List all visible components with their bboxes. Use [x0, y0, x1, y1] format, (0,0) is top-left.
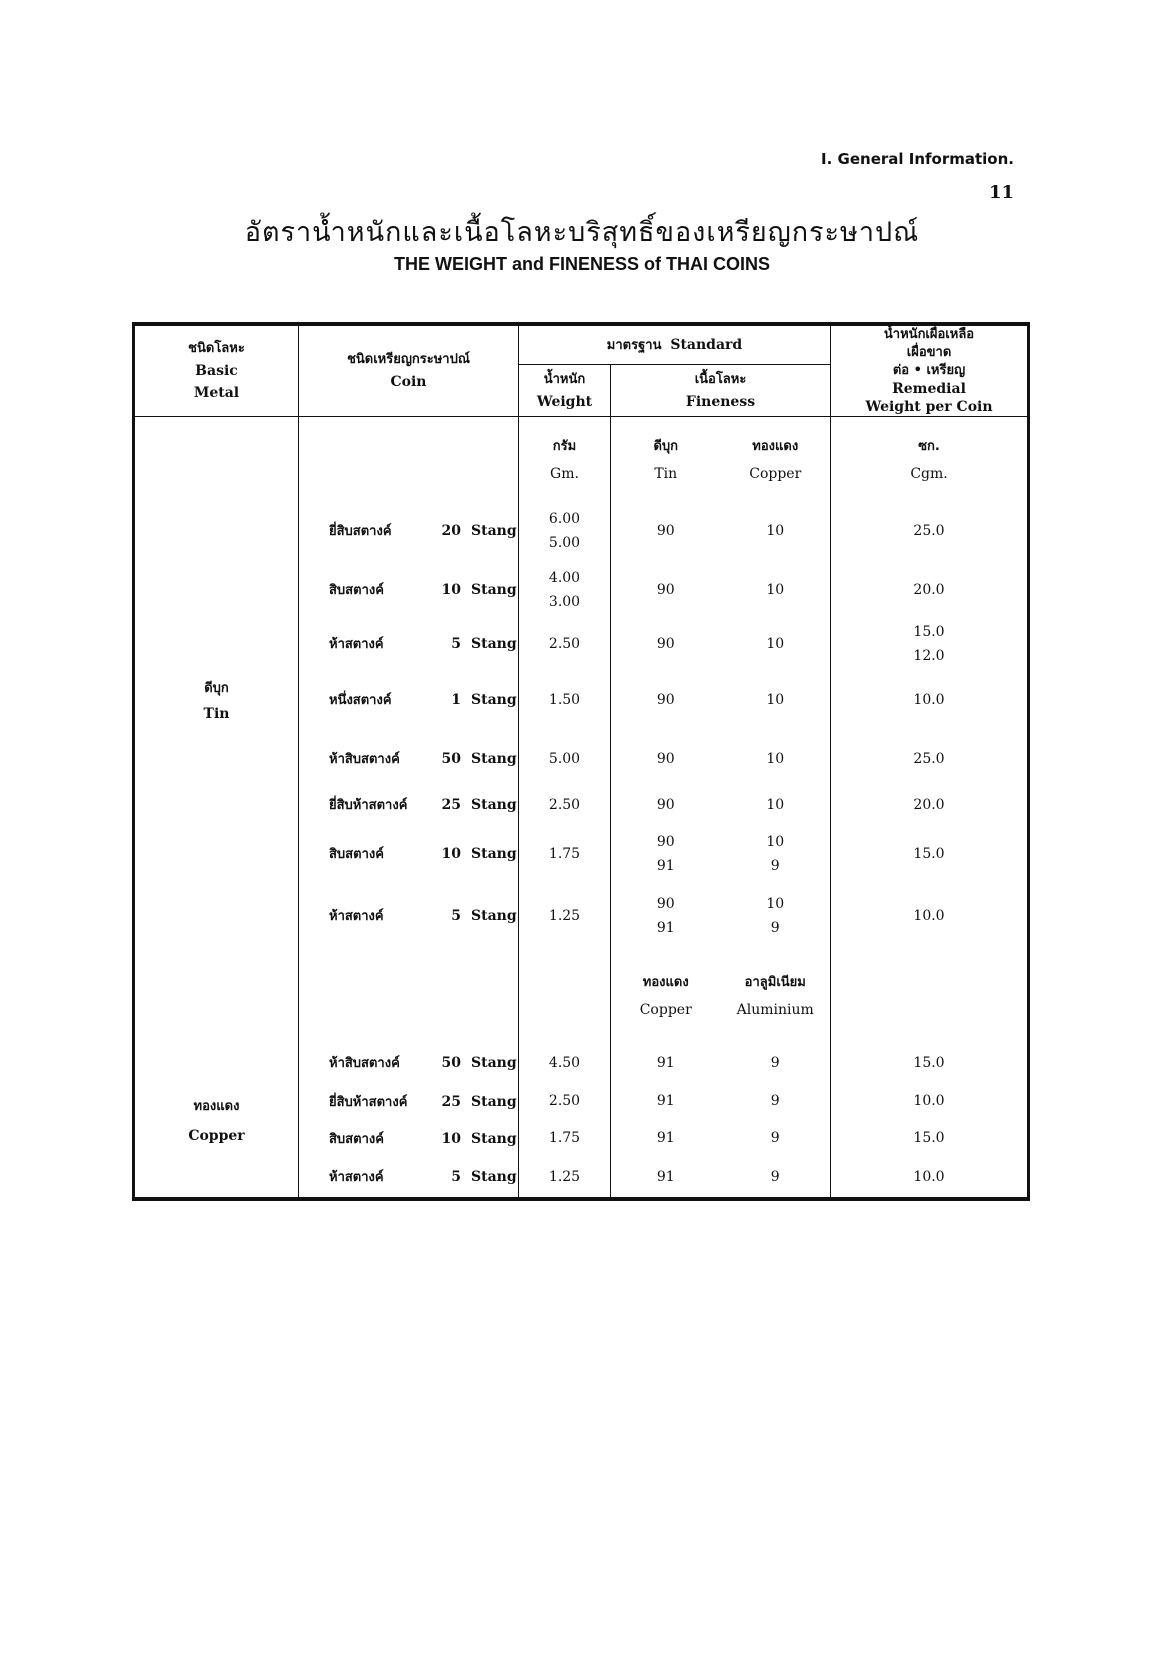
coin-cell [299, 501, 519, 561]
weight-cell [519, 787, 611, 823]
aluminium-cell: 9 [721, 1157, 831, 1199]
coin-cell [299, 885, 519, 947]
copper-cell [721, 731, 831, 787]
weight-cell: 1.75 [519, 1120, 611, 1157]
unit-thai: ซก. [918, 439, 940, 455]
tin-cell [611, 885, 721, 947]
header-metal: ชนิดโลหะ Basic Metal [134, 324, 299, 417]
coin-thai-name: ห้าสตางค์ [329, 1170, 384, 1185]
value-line: 9 [770, 857, 780, 874]
unit-english: Gm. [550, 466, 579, 482]
metal-cell [134, 501, 299, 561]
coin-cell [299, 669, 519, 731]
metal-cell [134, 417, 299, 501]
unit-aluminium [721, 947, 831, 1043]
table-row [134, 501, 1029, 561]
coin-denomination: 5 [451, 1169, 461, 1185]
value-line: 90 [656, 750, 675, 767]
value-line: 2.50 [548, 796, 581, 813]
unit-gram [519, 417, 611, 501]
unit-tin [611, 417, 721, 501]
value-line: 90 [656, 581, 675, 598]
coin-cell [299, 417, 519, 501]
tin-cell [611, 823, 721, 885]
metal-cell [134, 1043, 299, 1199]
unit-english: Aluminium [736, 1002, 814, 1018]
unit-cgm [831, 417, 1029, 501]
remedial-cell [831, 885, 1029, 947]
metal-thai: ทองแดง [193, 1099, 240, 1114]
coin-unit: Stang [471, 1055, 517, 1071]
value-line: 91 [656, 857, 675, 874]
value-line: 5.00 [548, 534, 581, 551]
metal-cell [134, 561, 299, 619]
table-row [134, 823, 1029, 885]
value-line: 10.0 [913, 691, 945, 708]
coin-cell [299, 1120, 519, 1157]
coin-thai-name: ยี่สิบสตางค์ [329, 524, 392, 539]
coin-thai-name: สิบสตางค์ [329, 847, 384, 862]
weight-cell [519, 731, 611, 787]
value-line: 15.0 [913, 845, 945, 862]
remedial-cell: 15.0 [831, 1120, 1029, 1157]
coin-denomination: 5 [451, 636, 461, 652]
table-header [134, 324, 1029, 417]
unit-thai: กรัม [552, 439, 577, 454]
unit-english: Tin [654, 466, 678, 482]
value-line: 25.0 [913, 750, 945, 767]
weight-cell: 1.25 [519, 1157, 611, 1199]
coin-thai-name: ยี่สิบห้าสตางค์ [329, 1094, 408, 1110]
coin-denomination: 5 [451, 908, 461, 924]
weight-cell [519, 619, 611, 669]
unit-thai: ดีบุก [653, 439, 679, 454]
value-line: 90 [656, 796, 675, 813]
copper-cell [721, 823, 831, 885]
value-line: 90 [656, 833, 675, 850]
remedial-cell: 10.0 [831, 1157, 1029, 1199]
coin-denomination: 50 [441, 1055, 461, 1071]
coin-unit: Stang [471, 582, 517, 598]
metal-cell [134, 823, 299, 885]
coin-cell [299, 731, 519, 787]
copper-cell [721, 561, 831, 619]
coin-thai-name: ยี่สิบห้าสตางค์ [329, 798, 408, 813]
value-line: 15.0 [913, 623, 945, 640]
value-line: 90 [656, 691, 675, 708]
coin-unit: Stang [471, 846, 517, 862]
value-line: 5.00 [548, 750, 581, 767]
title-thai: อัตราน้ำหนักและเนื้อโลหะบริสุทธิ์ของเหรียญกระษาปณ์ [244, 217, 920, 248]
metal-cell [134, 731, 299, 787]
value-line: 12.0 [913, 647, 945, 664]
copper-cell: 91 [656, 1130, 675, 1146]
value-line: 3.00 [548, 593, 581, 610]
weight-cell [519, 561, 611, 619]
coin-unit: Stang [471, 751, 517, 767]
remedial-cell [831, 501, 1029, 561]
coin-cell [299, 787, 519, 823]
tin-cell [611, 787, 721, 823]
value-line: 10 [766, 796, 785, 813]
tin-cell [611, 501, 721, 561]
value-line: 10 [766, 522, 785, 539]
copper-cell [721, 885, 831, 947]
tin-cell [611, 669, 721, 731]
remedial-cell [831, 619, 1029, 669]
value-line: 25.0 [913, 522, 945, 539]
coin-unit: Stang [471, 908, 517, 924]
coin-cell [299, 1043, 519, 1083]
copper-cell [721, 619, 831, 669]
value-line: 10 [766, 895, 785, 912]
value-line: 1.25 [548, 907, 581, 924]
coin-unit: Stang [471, 1093, 517, 1110]
weight-cell [519, 501, 611, 561]
copper-cell: 91 [656, 1093, 675, 1109]
coin-cell [299, 1157, 519, 1199]
value-line: 1.75 [548, 845, 581, 862]
coin-unit: Stang [471, 523, 517, 539]
table-row [134, 561, 1029, 619]
unit-english: Cgm. [910, 466, 948, 483]
coin-unit: Stang [471, 1130, 517, 1147]
remedial-cell [831, 787, 1029, 823]
value-line: 1.50 [548, 691, 581, 708]
unit-english: Copper [749, 466, 802, 482]
coin-thai-name: ห้าสตางค์ [329, 637, 384, 652]
unit-english: Copper [639, 1002, 692, 1018]
table-row [134, 885, 1029, 947]
coin-unit: Stang [471, 1169, 517, 1185]
coin-thai-name: ห้าสิบสตางค์ [329, 752, 400, 767]
copper-section [134, 947, 1029, 1199]
header-standard: มาตรฐาน Standard [519, 324, 831, 365]
tin-cell [611, 561, 721, 619]
unit-copper [611, 947, 721, 1043]
coin-denomination: 10 [441, 582, 461, 598]
metal-cell [134, 947, 299, 1043]
header-coin: ชนิดเหรียญกระษาปณ์ Coin [299, 324, 519, 417]
weight-cell: 2.50 [519, 1083, 611, 1120]
remedial-cell [831, 561, 1029, 619]
weight-cell [519, 669, 611, 731]
value-line: 10 [766, 691, 785, 708]
value-line: 10 [766, 581, 785, 598]
coin-cell [299, 561, 519, 619]
value-line: 2.50 [548, 635, 581, 652]
unit-thai: ทองแดง [752, 439, 799, 454]
copper-cell [721, 501, 831, 561]
coin-denomination: 25 [441, 1093, 461, 1110]
value-line: 90 [656, 522, 675, 539]
remedial-cell [831, 947, 1029, 1043]
value-line: 20.0 [913, 581, 945, 598]
coin-thai-name: สิบสตางค์ [329, 1131, 384, 1147]
coin-thai-name: ห้าสิบสตางค์ [329, 1056, 400, 1071]
page-number: 11 [988, 182, 1014, 203]
coin-denomination: 50 [441, 751, 461, 767]
tin-section [134, 417, 1029, 947]
aluminium-cell: 9 [721, 1043, 831, 1083]
metal-thai: ดีบุก [204, 681, 229, 696]
value-line: 10 [766, 833, 785, 850]
value-line: 10 [766, 750, 785, 767]
title-english: THE WEIGHT and FINENESS of THAI COINS [393, 254, 770, 274]
weight-cell [519, 947, 611, 1043]
weight-cell [519, 885, 611, 947]
tin-cell [611, 619, 721, 669]
value-line: 10 [766, 635, 785, 652]
weight-cell: 4.50 [519, 1043, 611, 1083]
weight-cell [519, 823, 611, 885]
unit-thai: อาลูมิเนียม [744, 975, 806, 990]
value-line: 91 [656, 919, 675, 936]
coin-denomination: 20 [441, 523, 461, 539]
coin-table [132, 322, 1030, 1201]
value-line: 90 [656, 635, 675, 652]
remedial-cell [831, 823, 1029, 885]
copper-units-row [134, 947, 1029, 1043]
metal-cell [134, 619, 299, 669]
table-row [134, 1043, 1029, 1083]
copper-cell: 91 [611, 1157, 721, 1199]
metal-english: Tin [203, 706, 230, 722]
coin-unit: Stang [471, 636, 517, 652]
remedial-cell [831, 731, 1029, 787]
header-fineness: เนื้อโลหะ Fineness [611, 365, 831, 417]
coin-denomination: 10 [441, 1130, 461, 1147]
table-row [134, 787, 1029, 823]
coin-thai-name: หนึ่งสตางค์ [329, 693, 392, 708]
unit-copper [721, 417, 831, 501]
value-line: 20.0 [913, 796, 945, 813]
value-line: 9 [770, 919, 780, 936]
value-line: 4.00 [548, 569, 581, 586]
tin-units-row [134, 417, 1029, 501]
table-row [134, 731, 1029, 787]
coin-cell [299, 823, 519, 885]
value-line: 90 [656, 895, 675, 912]
metal-cell [134, 669, 299, 731]
copper-cell [721, 669, 831, 731]
coin-unit: Stang [471, 797, 517, 813]
coin-cell [299, 947, 519, 1043]
copper-cell [721, 787, 831, 823]
aluminium-cell: 9 [721, 1083, 831, 1120]
header-weight: น้ำหนัก Weight [519, 365, 611, 417]
value-line: 10.0 [913, 907, 945, 924]
metal-cell [134, 885, 299, 947]
section-label: I. General Information. [821, 150, 1014, 168]
header-remedial: น้ำหนักเผื่อเหลือ เผื่อขาด ต่อ • เหรียญ Remedial Weight per Coin [831, 324, 1029, 417]
table-row [134, 669, 1029, 731]
remedial-cell [831, 669, 1029, 731]
coin-denomination: 25 [441, 797, 461, 813]
remedial-cell: 15.0 [831, 1043, 1029, 1083]
coin-thai-name: ห้าสตางค์ [329, 909, 384, 924]
table-row [134, 619, 1029, 669]
metal-cell [134, 787, 299, 823]
remedial-cell: 10.0 [831, 1083, 1029, 1120]
coin-unit: Stang [471, 692, 517, 708]
copper-cell: 91 [656, 1054, 675, 1071]
coin-denomination: 10 [441, 846, 461, 862]
coin-denomination: 1 [451, 692, 461, 708]
coin-cell [299, 1083, 519, 1120]
unit-thai: ทองแดง [642, 975, 689, 990]
coin-thai-name: สิบสตางค์ [329, 583, 384, 598]
tin-cell [611, 731, 721, 787]
value-line: 6.00 [548, 510, 581, 527]
metal-english: Copper [188, 1128, 245, 1144]
coin-cell [299, 619, 519, 669]
aluminium-cell: 9 [721, 1120, 831, 1157]
